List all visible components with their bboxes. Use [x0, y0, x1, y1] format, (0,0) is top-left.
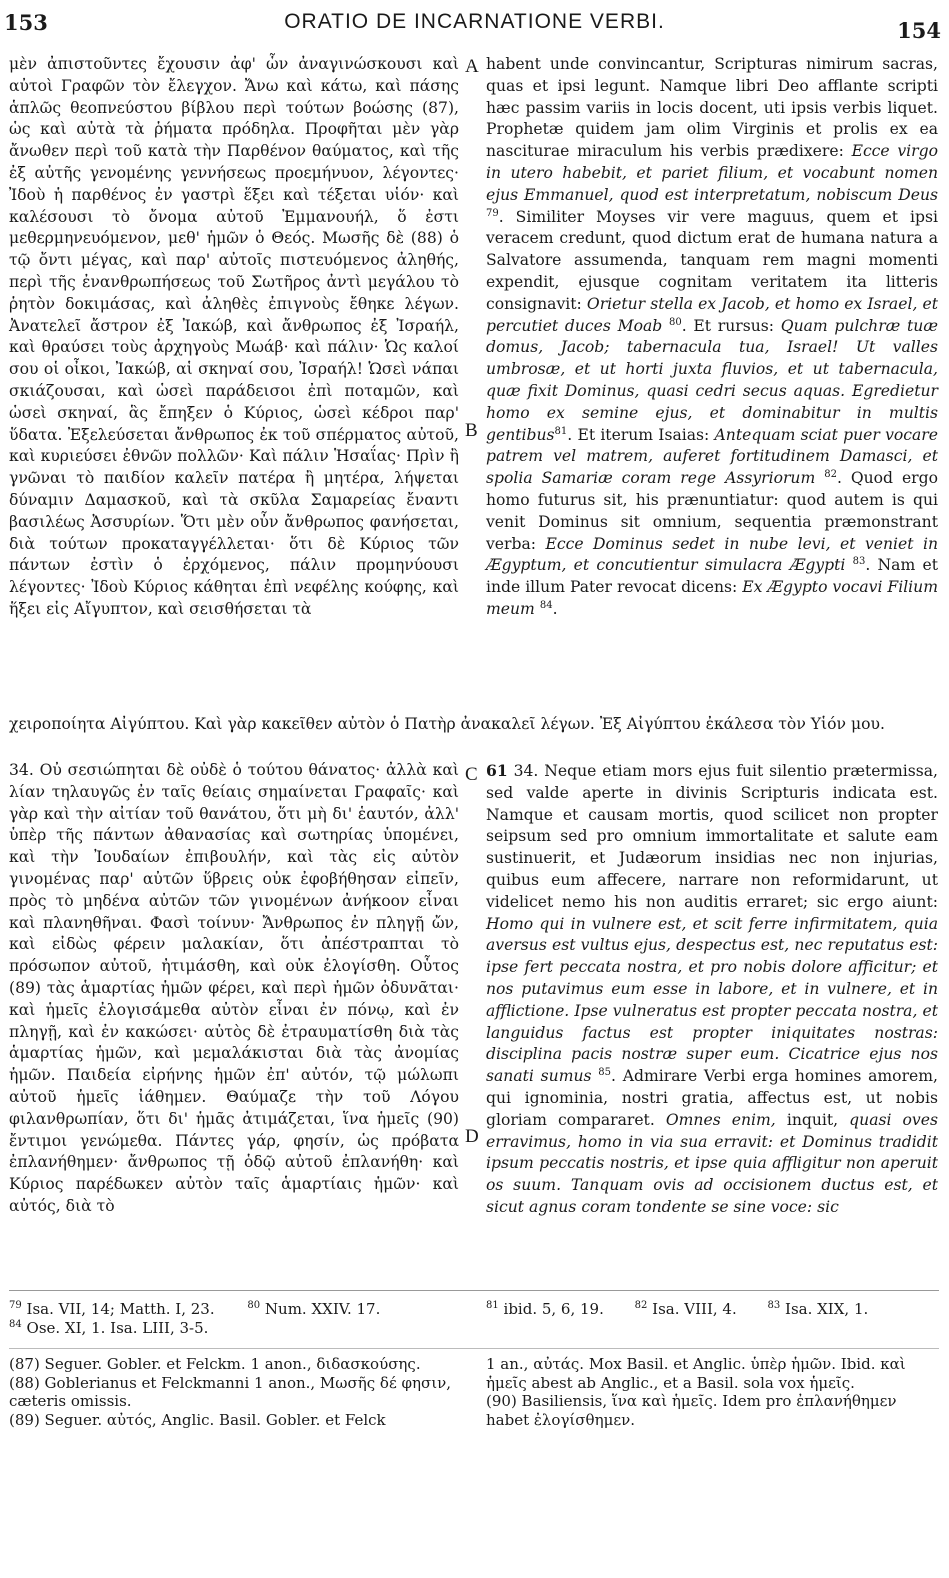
- footnote-ref: 85: [598, 1066, 612, 1078]
- footnote-ref: 80: [669, 316, 682, 328]
- full-width-greek-line: χειροποίητα Αἰγύπτου. Καὶ γὰρ κακεῖθεν αὐτὸν ὁ Πατὴρ ἀνακαλεῖ λέγων. Ἐξ Αἰγύπτου ἐκάλεσα τὸν Υἱόν μου.: [9, 715, 885, 733]
- critical-notes-left: [9, 1355, 459, 1429]
- margin-letter-c: C: [465, 764, 478, 785]
- critical-notes-right: [486, 1355, 938, 1429]
- greek-paragraph: μὲν ἀπιστοῦντες ἔχουσιν ἀφ' ὧν ἀναγινώσκουσι καὶ αὐτοὶ Γραφῶν τὸν ἔλεγχον. Ἄνω καὶ κάτω, καὶ πάσης ἁπλῶς θεοπνεύστου βίβλου περὶ τούτων βοώσης (87), ὡς καὶ αὐτὰ τὰ ῥήματα πρόδηλα. Προφῆται μὲν γὰρ ἄνωθεν περὶ τοῦ κατὰ τὴν Παρθένον θαύματος, καὶ τῆς ἐξ αὐτῆς γενομένης γεννήσεως προεμήνυον, λέγοντες· Ἰδοὺ ἡ παρθένος ἐν γαστρὶ ἕξει καὶ τέξεται υἱόν· καὶ καλέσουσι τὸ ὄνομα αὐτοῦ Ἐμμανουήλ, ὅ ἐστι μεθερμηνευόμενον, μεθ' ἡμῶν ὁ Θεός. Μωσῆς δὲ (88) ὁ τῷ ὄντι μέγας, καὶ παρ' αὐτοῖς πιστευόμενος ἀληθής, περὶ τῆς ἐνανθρωπήσεως τοῦ Σωτῆρος ἀντὶ μεγάλου τὸ ῥητὸν δοκιμάσας, καὶ ἀληθὲς ἐπιγνοὺς ἔθηκε λέγων. Ἀνατελεῖ ἄστρον ἐξ Ἰακώβ, καὶ ἄνθρωπος ἐξ Ἰσραήλ, καὶ θραύσει τοὺς ἀρχηγοὺς Μωάβ· καὶ πάλιν· Ὡς καλοί σου οἱ οἶκοι, Ἰακώβ, αἱ σκηναί σου, Ἰσραήλ! Ὡσεὶ νάπαι σκιάζουσαι, καὶ ὡσεὶ παράδεισοι ἐπὶ ποταμῶν, καὶ ὡσεὶ σκηναί, ἃς ἔπηξεν ὁ Κύριος, ὡσεὶ κέδροι παρ' ὕδατα. Ἐξελεύσεται ἄνθρωπος ἐκ τοῦ σπέρματος αὐτοῦ, καὶ κυριεύσει ἐθνῶν πολλῶν· Καὶ πάλιν Ἡσαΐας· Πρὶν ἢ γνῶναι τὸ παιδίον καλεῖν πατέρα ἢ μητέρα, λήψεται δύναμιν Δαμασκοῦ, καὶ τὰ σκῦλα Σαμαρείας ἔναντι βασιλέως Ἀσσυρίων. Ὅτι μὲν οὖν ἄνθρωπος φανήσεται, διὰ τούτων προκαταγγέλλεται· ὅτι δὲ Κύριος τῶν πάντων ἐστὶν ὁ ἐρχόμενος, πάλιν προμηνύουσι λέγοντες· Ἰδοὺ Κύριος κάθηται ἐπὶ νεφέλης κούφης, καὶ ἥξει εἰς Αἴγυπτον, καὶ σεισθήσεται τὰ: [9, 55, 459, 618]
- latin-column-top: [486, 54, 938, 621]
- greek-column-top: [9, 54, 459, 621]
- latin-column-bottom: [486, 760, 938, 1219]
- note: (90) Basiliensis, ἵνα καὶ ἡμεῖς. Idem pro ἐπλανήθημεν habet ἐλογίσθημεν.: [486, 1392, 897, 1429]
- page-number-right: 154: [897, 18, 941, 43]
- footnote-ref: 82: [824, 468, 837, 480]
- reference-line: $^{84}$ Ose. XI, 1. Isa. LIII, 3-5.: [9, 1319, 209, 1337]
- footnote-ref: 79: [486, 207, 499, 219]
- scripture-references-left: [9, 1300, 469, 1338]
- footnote-ref: 84: [539, 599, 553, 611]
- note: (89) Seguer. αὐτός, Anglic. Basil. Gobler. et Felck: [9, 1410, 386, 1429]
- references-divider: [9, 1290, 939, 1291]
- margin-letter-b: B: [465, 420, 478, 441]
- scripture-references-right: [486, 1300, 938, 1319]
- greek-paragraph-34: 34. Οὐ σεσιώπηται δὲ οὐδὲ ὁ τούτου θάνατος· ἀλλὰ καὶ λίαν τηλαυγῶς ἐν ταῖς θείαις σημαίνεται Γραφαῖς· καὶ γὰρ καὶ τὴν αἰτίαν τοῦ θανάτου, ὅτι μὴ δι' ἑαυτόν, ἀλλ' ὑπὲρ τῆς πάντων ἀθανασίας καὶ σωτηρίας ὑπομένει, καὶ τὴν Ἰουδαίων ἐπιβουλήν, καὶ τὰς εἰς αὐτὸν γινομένας παρ' αὐτῶν ὕβρεις οὐκ ἐφοβήθησαν εἰπεῖν, πρὸς τὸ μηδένα αὐτῶν τῶν γινομένων ἀνήκοον εἶναι καὶ πλανηθῆναι. Φασὶ τοίνυν· Ἄνθρωπος ἐν πληγῇ ὤν, καὶ εἰδὼς φέρειν μαλακίαν, ὅτι ἀπέστραπται τὸ πρόσωπον αὐτοῦ, ἠτιμάσθη, καὶ οὐκ ἐλογίσθη. Οὗτος (89) τὰς ἁμαρτίας ἡμῶν φέρει, καὶ περὶ ἡμῶν ὀδυνᾶται· καὶ ἡμεῖς ἐλογισάμεθα αὐτὸν εἶναι ἐν πόνῳ, καὶ ἐν πληγῇ, καὶ ἐν κακώσει· αὐτὸς δὲ ἐτραυματίσθη διὰ τὰς ἁμαρτίας ἡμῶν, καὶ μεμαλάκισται διὰ τὰς ἀνομίας ἡμῶν. Παιδεία εἰρήνης ἡμῶν ἐπ' αὐτόν, τῷ μώλωπι αὐτοῦ ἡμεῖς ἰάθημεν. Θαύμαζε τὴν τοῦ Λόγου φιλανθρωπίαν, ὅτι δι' ἡμᾶς ἀτιμάζεται, ἵνα ἡμεῖς (90) ἔντιμοι γενώμεθα. Πάντες γάρ, φησίν, ὡς πρόβατα ἐπλανήθημεν· ἄνθρωπος τῇ ὁδῷ αὐτοῦ ἐπλανήθη· καὶ Κύριος παρέδωκεν αὐτὸν ταῖς ἁμαρτίαις ἡμῶν· καὶ αὐτός, διὰ τὸ: [9, 761, 459, 1215]
- footnote-ref: 83: [852, 556, 866, 568]
- running-title: ORATIO DE INCARNATIONE VERBI.: [284, 10, 665, 33]
- latin-paragraph: habent unde convincantur, Scripturas nimirum sacras, quas et ipsi legunt. Namque libri Deo afflante scripti hæc passim variis in locis docent, uti ipsis verbis liquet. Prophetæ quidem jam olim Virginis et prolis ex ea nasciturae miraculum his verbis prædixere: Ecce virgo in utero habebit, et pariet filium, et vocabunt nomen ejus Emmanuel, quod est interpretatum, nobiscum Deus $^{79}$. Similiter Moyses vir vere maguus, quem et ipsi veracem credunt, quod dictum erat de humana natura a Salvatore assumenda, tanquam rem magni momenti expendit, ejusque cognitam veritatem ita litteris consignavit: Orietur stella ex Jacob, et homo ex Israel, et percutiet duces Moab $^{80}$. Et rursus: Quam pulchræ tuæ domus, Jacob; tabernacula tua, Israel! Ut valles umbrosæ, et ut horti juxta fluvios, et ut tabernacula, quæ fixit Dominus, quasi cedri secus aquas. Egredietur homo ex semine ejus, et dominabitur in multis gentibus$^{81}$. Et iterum Isaias: Antequam sciat puer vocare patrem vel matrem, auferet fortitudinem Damasci, et spolia Samariæ coram rege Assyriorum $^{82}$. Quod ergo homo futurus sit, his prænuntiatur: quod autem is qui venit Dominus sit omnium, sequentia præmonstrant verba: Ecce Dominus sedet in nube levi, et veniet in Ægyptum, et concutientur simulacra Ægypti $^{83}$. Nam et inde illum Pater revocat dicens: Ex Ægypto vocavi Filium meum $^{84}$.: [486, 55, 939, 618]
- latin-paragraph-34: 61 34. Neque etiam mors ejus fuit silentio prætermissa, sed valde aperte in divinis Scripturis indicata est. Namque et causam mortis, quod scilicet non propter seipsum sed pro omnium immortalitate et salute eam sustinuerit, et Judæorum insidias nec non injurias, quibus eum affecere, narrare non reformidarunt, ut videlicet nemo his non auditis erraret; sic ergo aiunt: Homo qui in vulnere est, et scit ferre infirmitatem, quia aversus est vultus ejus, despectus est, nec reputatus est: ipse fert peccata nostra, et pro nobis dolore afficitur; et nos putavimus eum esse in labore, et in vulnere, et in afflictione. Ipse vulneratus est propter peccata nostra, et languidus factus est propter iniquitates nostras: disciplina pacis nostræ super eum. Cicatrice ejus nos sanati sumus $^{85}$. Admirare Verbi erga homines amorem, qui ignominia, nostri gratia, affectus est, ut nobis gloriam compararet. Omnes enim, inquit, quasi oves erravimus, homo in via sua erravit: et Dominus tradidit ipsum peccatis nostris, et ipse quia affligitur non aperuit os suum. Tanquam ovis ad occisionem ductus est, et sicut agnus coram tondente se sine voce: sic: [486, 761, 938, 1216]
- note: (88) Goblerianus et Felckmanni 1 anon., Μωσῆς δέ φησιν, cæteris omissis.: [9, 1373, 451, 1410]
- note: (87) Seguer. Gobler. et Felckm. 1 anon., διδασκούσης.: [9, 1355, 421, 1373]
- page-number-left: 153: [4, 10, 48, 35]
- margin-letter-d: D: [465, 1126, 479, 1147]
- note: 1 an., αὐτάς. Mox Basil. et Anglic. ὑπὲρ ἡμῶν. Ibid. καὶ ἡμεῖς abest ab Anglic., et a Basil. sola vox ἡμεῖς.: [486, 1355, 906, 1392]
- notes-divider: [9, 1348, 939, 1349]
- footnote-ref: 81: [554, 425, 568, 437]
- greek-column-bottom: [9, 760, 459, 1218]
- reference-line: $^{81}$ ibid. 5, 6, 19. $^{82}$ Isa. VIII, 4. $^{83}$ Isa. XIX, 1.: [486, 1300, 869, 1318]
- margin-letter-a: A: [465, 56, 479, 77]
- reference-line: $^{79}$ Isa. VII, 14; Matth. I, 23. $^{80}$ Num. XXIV. 17.: [9, 1300, 381, 1318]
- column-number: 61: [486, 761, 508, 780]
- page-header: [0, 0, 949, 43]
